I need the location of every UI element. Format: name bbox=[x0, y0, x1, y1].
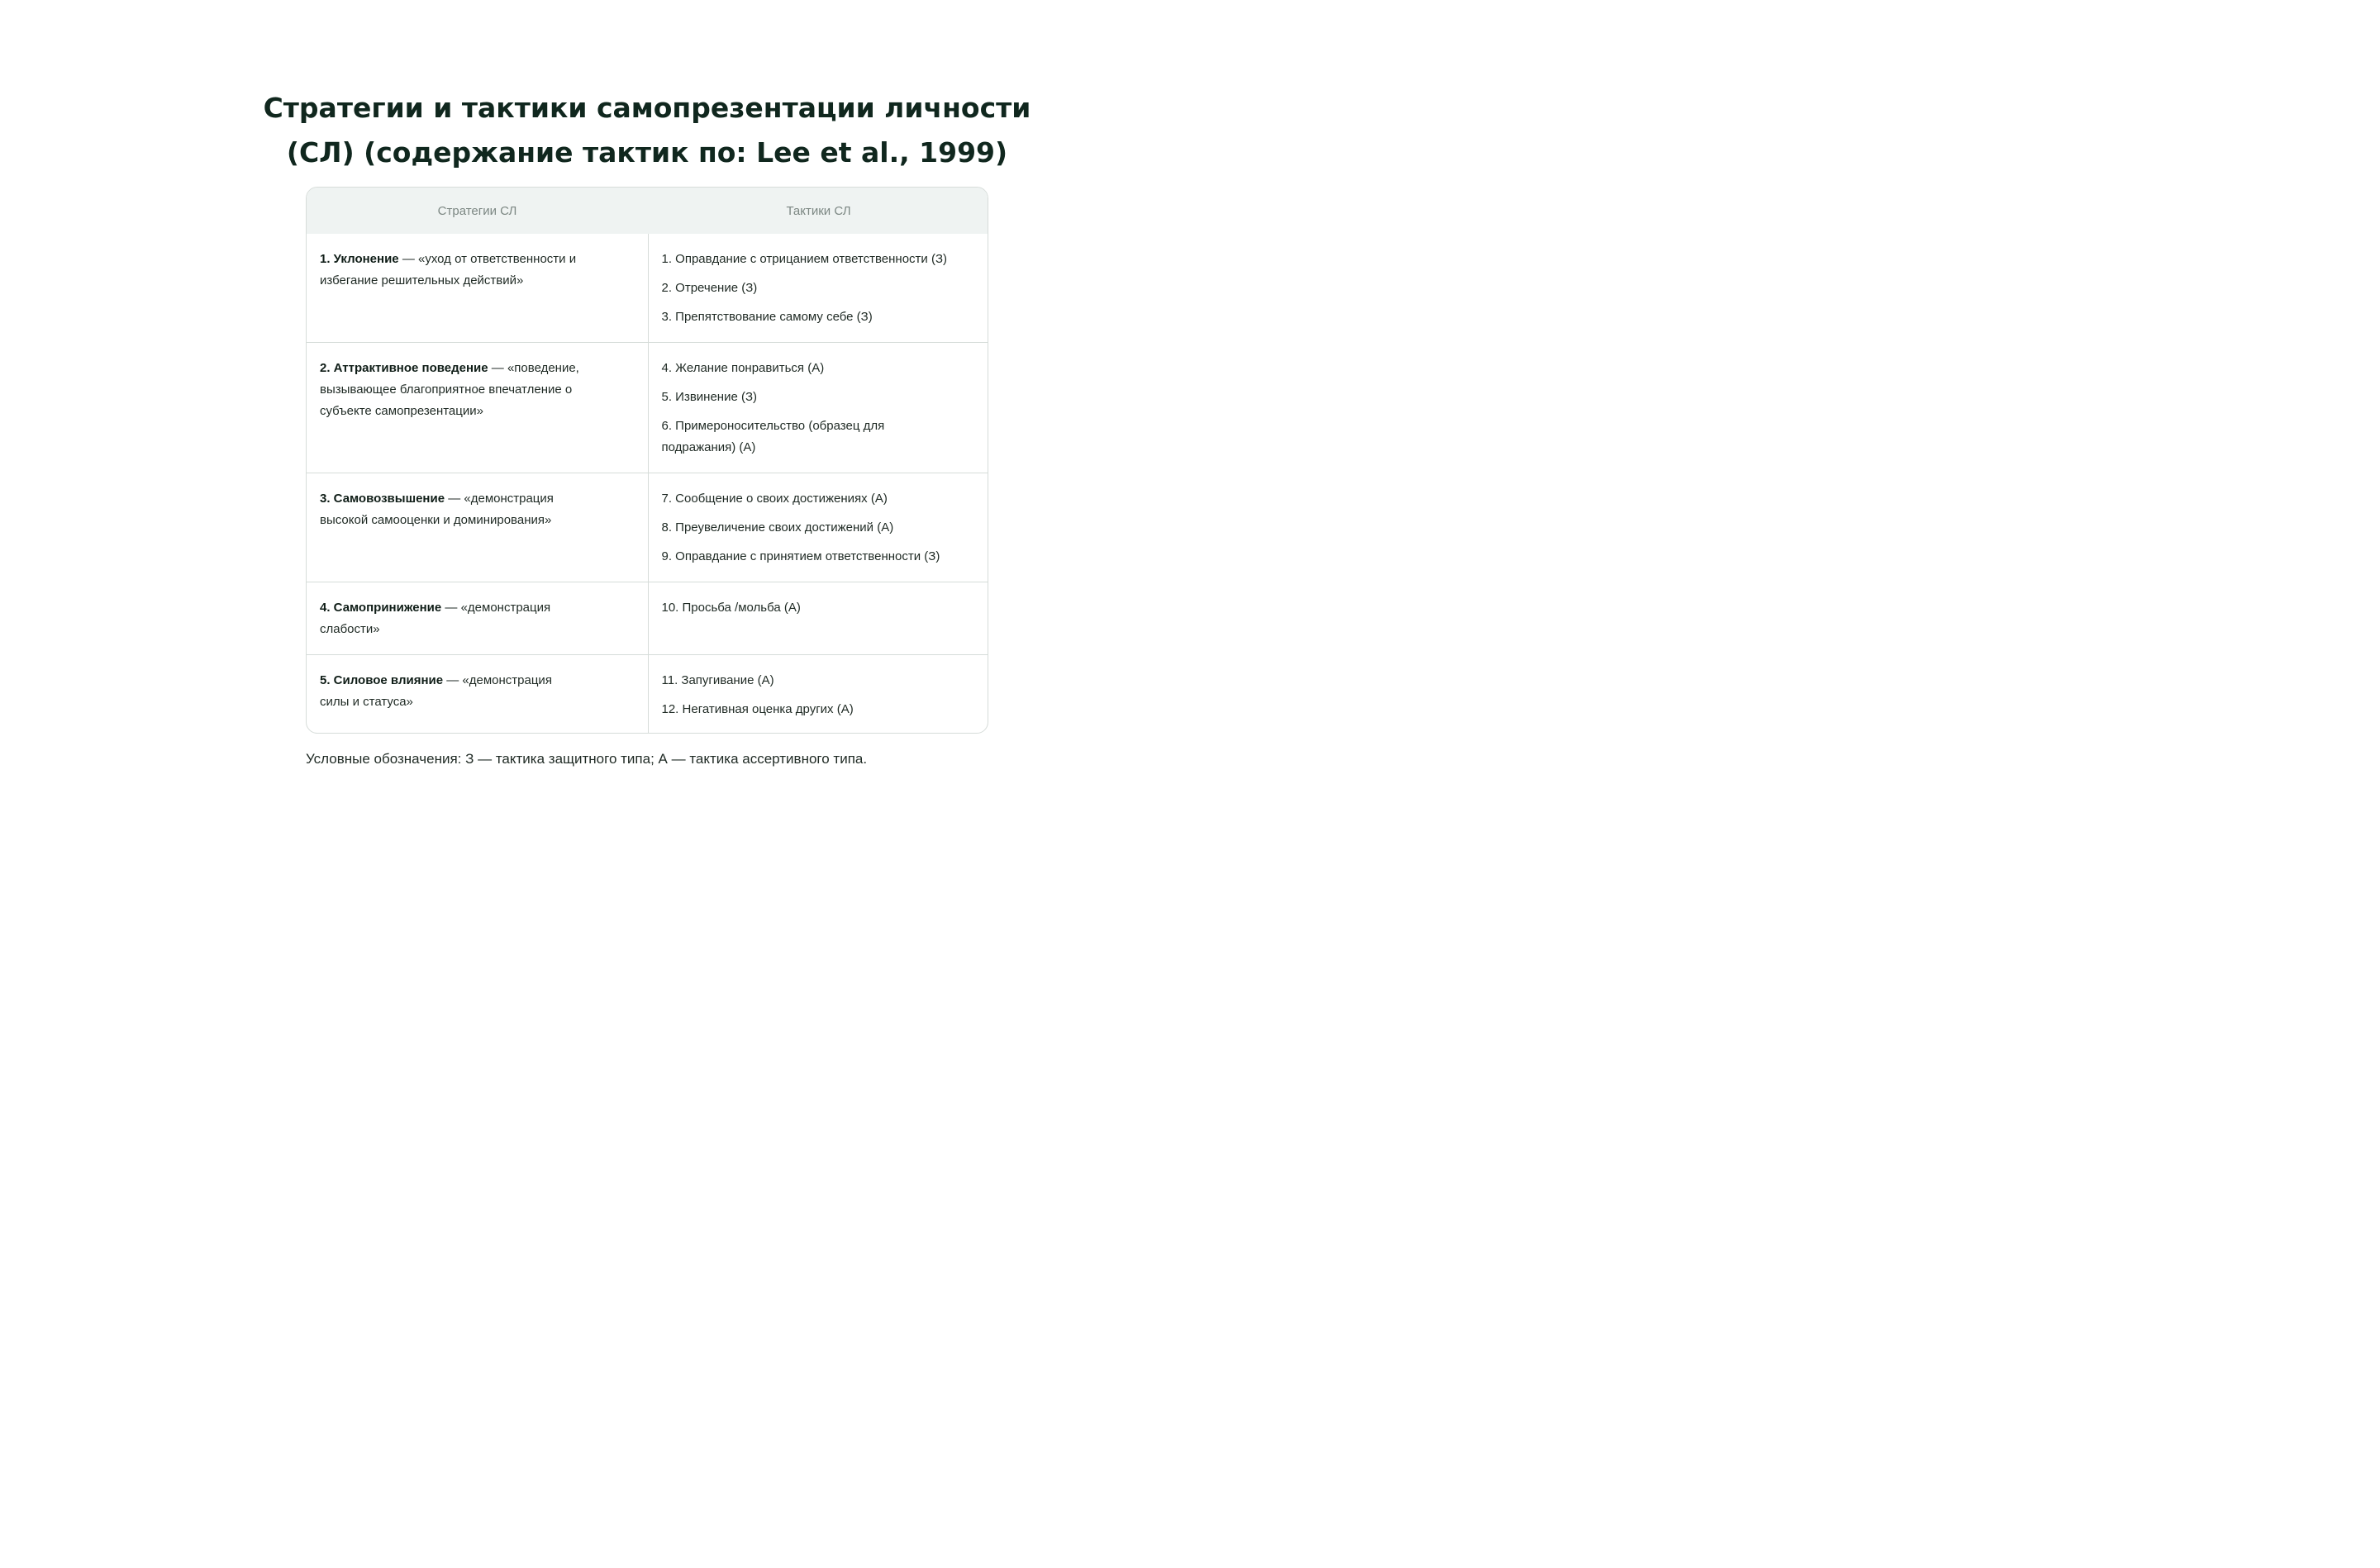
strategy-description: — «демонстрация слабости» bbox=[320, 600, 551, 636]
legend-footnote: Условные обозначения: З — тактика защитного типа; А — тактика ассертивного типа. bbox=[306, 751, 868, 767]
strategy-cell bbox=[307, 473, 648, 582]
table-row bbox=[307, 473, 988, 582]
tactics-cell bbox=[648, 654, 988, 734]
table-row bbox=[307, 654, 988, 734]
tactics-cell bbox=[648, 234, 988, 342]
table-row bbox=[307, 342, 988, 473]
table-row bbox=[307, 234, 988, 342]
tactic-item: 3. Препятствование самому себе (З) bbox=[661, 310, 873, 324]
strategy-name: 3. Самовозвышение bbox=[320, 491, 445, 506]
strategy-name: 1. Уклонение bbox=[320, 252, 399, 266]
strategy-name: 5. Силовое влияние bbox=[320, 672, 444, 687]
tactics-cell bbox=[648, 473, 988, 582]
strategy-description: — «уход от ответственности и избегание решительных действий» bbox=[320, 252, 577, 287]
strategy-cell bbox=[307, 582, 648, 654]
tactic-item: 4. Желание понравиться (А) bbox=[661, 360, 825, 375]
tactic-item: 10. Просьба /мольба (А) bbox=[661, 600, 801, 615]
header-strategies: Стратегии СЛ bbox=[307, 188, 648, 234]
tactic-item: 8. Преувеличение своих достижений (А) bbox=[661, 520, 894, 535]
page-title-line-1: Стратегии и тактики самопрезентации личности bbox=[263, 92, 1031, 124]
page-title-line-2: (СЛ) (содержание тактик по: Lee et al., 1999) bbox=[286, 136, 1008, 169]
strategy-name: 4. Самопринижение bbox=[320, 600, 442, 615]
strategy-description: — «поведение, вызывающее благоприятное впечатление о субъекте самопрезентации» bbox=[320, 360, 579, 418]
strategy-cell bbox=[307, 234, 648, 342]
header-tactics: Тактики СЛ bbox=[648, 188, 988, 234]
strategies-table bbox=[306, 187, 988, 734]
tactic-item: 1. Оправдание с отрицанием ответственности (З) bbox=[661, 252, 948, 266]
tactic-item: 5. Извинение (З) bbox=[661, 389, 758, 404]
tactics-cell bbox=[648, 342, 988, 473]
strategy-name: 2. Аттрактивное поведение bbox=[320, 360, 488, 375]
page-title bbox=[0, 86, 1294, 175]
strategy-cell bbox=[307, 654, 648, 734]
tactic-item: 9. Оправдание с принятием ответственности (З) bbox=[661, 549, 940, 563]
tactic-item: 2. Отречение (З) bbox=[661, 281, 758, 295]
table-header-row bbox=[307, 188, 988, 234]
strategy-description: — «демонстрация силы и статуса» bbox=[320, 672, 552, 709]
tactic-item: 12. Негативная оценка других (А) bbox=[661, 701, 854, 716]
strategy-cell bbox=[307, 342, 648, 473]
tactics-cell bbox=[648, 582, 988, 654]
tactic-item: 6. Примероносительство (образец для подражания) (А) bbox=[661, 418, 885, 454]
table-row bbox=[307, 582, 988, 654]
tactic-item: 11. Запугивание (А) bbox=[661, 672, 774, 687]
tactic-item: 7. Сообщение о своих достижениях (А) bbox=[661, 491, 888, 506]
strategy-description: — «демонстрация высокой самооценки и доминирования» bbox=[320, 491, 554, 527]
